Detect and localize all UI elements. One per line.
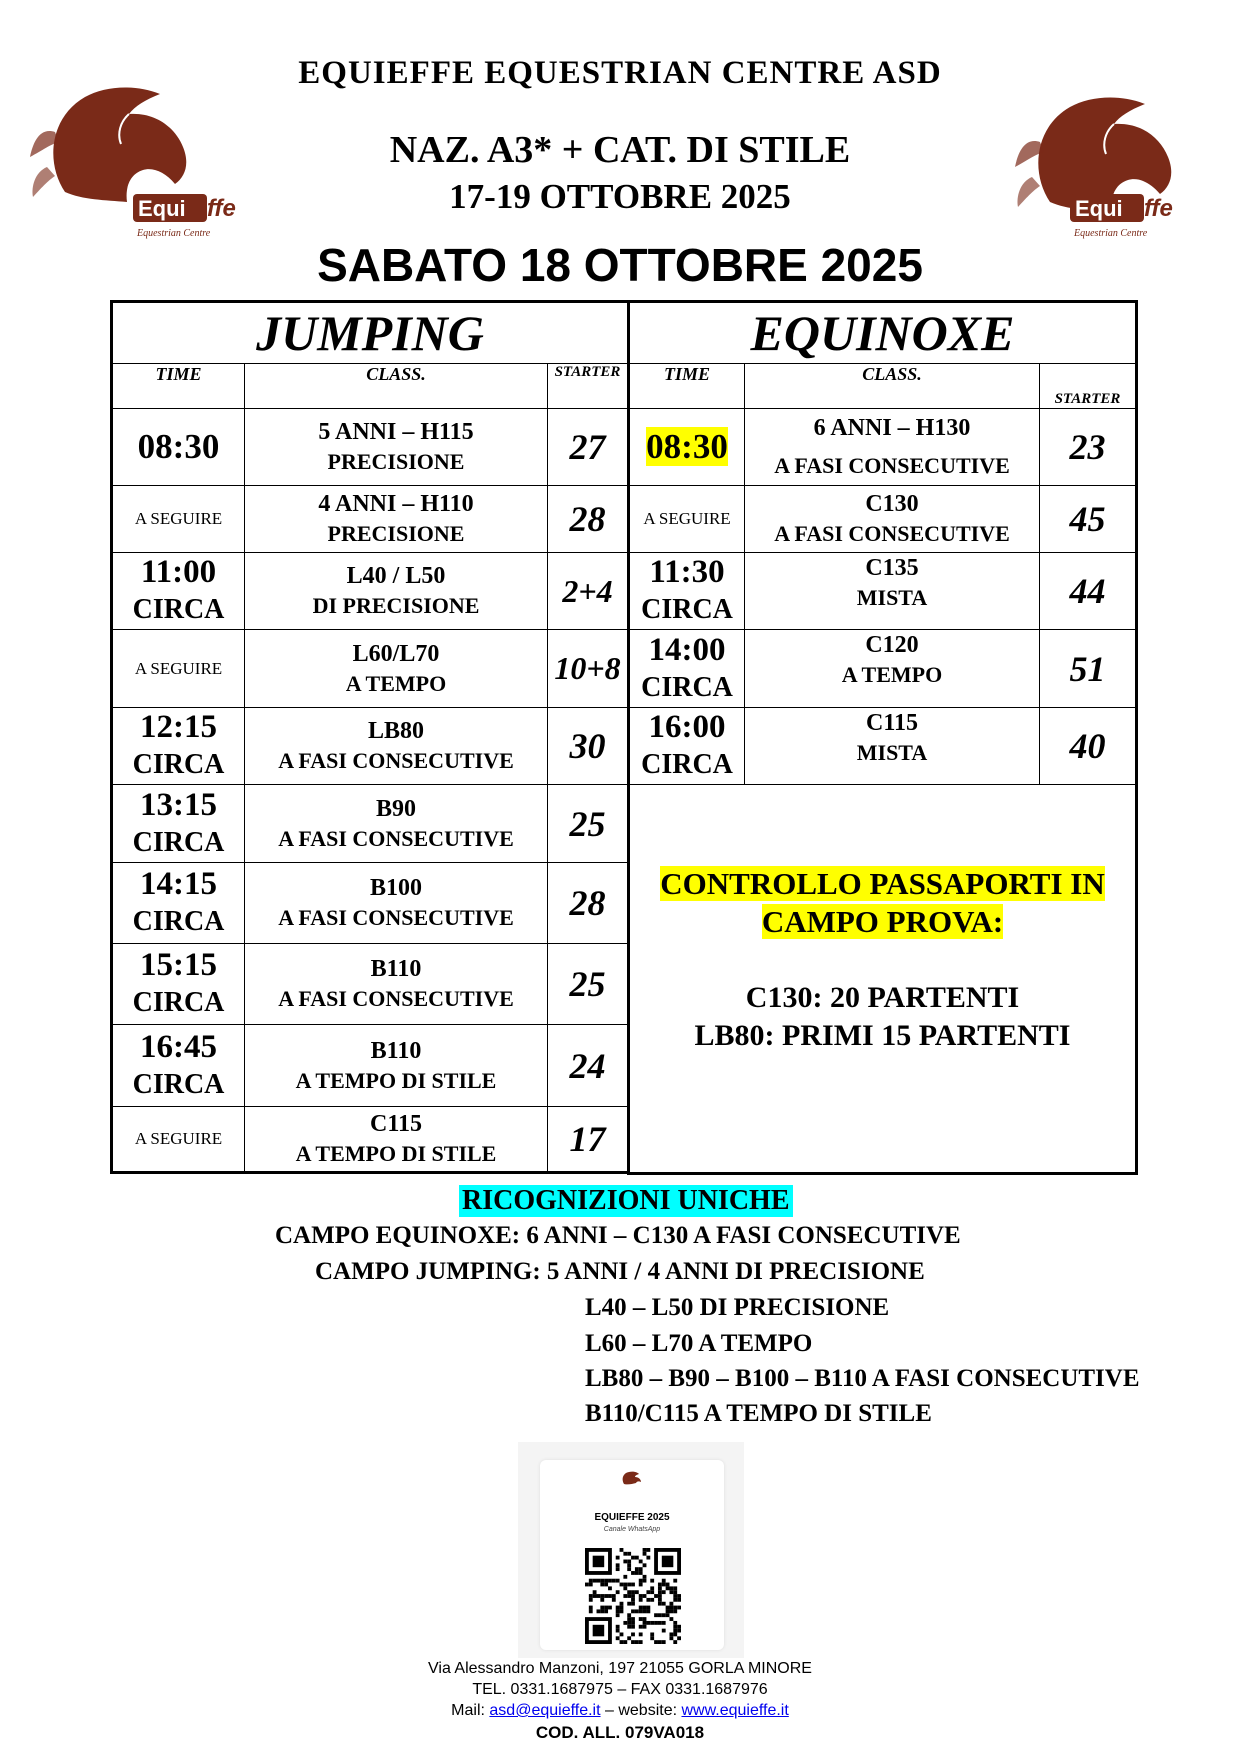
- time-cell: A SEGUIRE: [112, 486, 245, 553]
- time-cell: 16:00 CIRCA: [629, 708, 745, 785]
- starter-cell: 28: [548, 486, 629, 553]
- table-row: [629, 409, 1137, 486]
- table-row: [112, 944, 629, 1025]
- table-row: [112, 863, 629, 944]
- recon-line: CAMPO JUMPING: 5 ANNI / 4 ANNI DI PRECISIONE: [315, 1258, 925, 1285]
- notice-line: LB80: PRIMI 15 PARTENTI: [694, 1019, 1071, 1052]
- class-cell: L40 / L50 DI PRECISIONE: [245, 553, 548, 630]
- svg-text:Equestrian Centre: Equestrian Centre: [1074, 228, 1148, 239]
- day-title: SABATO 18 OTTOBRE 2025: [317, 239, 923, 291]
- starter-cell: 25: [548, 944, 629, 1025]
- recon-line: LB80 – B90 – B100 – B110 A FASI CONSECUTIVE: [585, 1365, 1140, 1392]
- table-row: [629, 630, 1137, 708]
- notice-title: CONTROLLO PASSAPORTI IN: [660, 866, 1105, 901]
- highlighted-time: 08:30: [646, 427, 728, 466]
- recon-line: B110/C115 A TEMPO DI STILE: [585, 1400, 932, 1427]
- class-cell: LB80 A FASI CONSECUTIVE: [245, 708, 548, 785]
- class-cell: C130 A FASI CONSECUTIVE: [745, 486, 1040, 553]
- class-cell: B110 A TEMPO DI STILE: [245, 1025, 548, 1107]
- class-cell: B110 A FASI CONSECUTIVE: [245, 944, 548, 1025]
- class-cell: 5 ANNI – H115 PRECISIONE: [245, 409, 548, 486]
- starter-cell: 2+4: [548, 553, 629, 630]
- column-header-starter: STARTER: [548, 364, 629, 409]
- qr-title: EQUIEFFE 2025: [594, 1512, 670, 1523]
- time-cell: 11:00 CIRCA: [112, 553, 245, 630]
- starter-cell: 25: [548, 785, 629, 863]
- email-link[interactable]: asd@equieffe.it: [489, 1702, 601, 1719]
- starter-cell: 30: [548, 708, 629, 785]
- footer-code: COD. ALL. 079VA018: [535, 1723, 705, 1742]
- horse-head-logo-icon: [620, 1470, 644, 1488]
- equinoxe-title: EQUINOXE: [629, 302, 1137, 364]
- jumping-title: JUMPING: [112, 302, 629, 364]
- website-link[interactable]: www.equieffe.it: [681, 1702, 789, 1719]
- whatsapp-qr-card: [518, 1442, 744, 1658]
- time-cell: A SEGUIRE: [112, 630, 245, 708]
- time-cell: 13:15 CIRCA: [112, 785, 245, 863]
- svg-text:ffe: ffe: [207, 195, 236, 222]
- time-cell: 08:30: [112, 409, 245, 486]
- class-cell: C115 MISTA: [745, 708, 1040, 785]
- recon-line: L40 – L50 DI PRECISIONE: [585, 1294, 890, 1321]
- qr-subtitle: Canale WhatsApp: [603, 1526, 661, 1533]
- column-header-class: CLASS.: [745, 364, 1040, 409]
- starter-cell: 44: [1040, 553, 1137, 630]
- recon-line: L60 – L70 A TEMPO: [585, 1330, 813, 1357]
- class-cell: C120 A TEMPO: [745, 630, 1040, 708]
- passport-control-notice: [629, 785, 1137, 1174]
- time-cell: 12:15 CIRCA: [112, 708, 245, 785]
- table-row: [629, 708, 1137, 785]
- organization-title: EQUIEFFE EQUESTRIAN CENTRE ASD: [298, 55, 942, 91]
- svg-text:Equestrian Centre: Equestrian Centre: [137, 228, 211, 239]
- footer-address: Via Alessandro Manzoni, 197 21055 GORLA MINORE: [428, 1660, 812, 1677]
- event-subtitle: NAZ. A3* + CAT. DI STILE: [389, 129, 851, 171]
- starter-cell: 23: [1040, 409, 1137, 486]
- svg-text:ffe: ffe: [1144, 195, 1173, 222]
- time-cell: 11:30 CIRCA: [629, 553, 745, 630]
- column-header-class: CLASS.: [245, 364, 548, 409]
- time-cell: 16:45 CIRCA: [112, 1025, 245, 1107]
- starter-cell: 27: [548, 409, 629, 486]
- time-cell: A SEGUIRE: [629, 486, 745, 553]
- time-cell: 14:00 CIRCA: [629, 630, 745, 708]
- class-cell: 4 ANNI – H110 PRECISIONE: [245, 486, 548, 553]
- starter-cell: 17: [548, 1107, 629, 1173]
- table-row: [629, 486, 1137, 553]
- class-cell: B90 A FASI CONSECUTIVE: [245, 785, 548, 863]
- time-cell: 15:15 CIRCA: [112, 944, 245, 1025]
- notice-line: C130: 20 PARTENTI: [745, 981, 1020, 1014]
- time-cell: A SEGUIRE: [112, 1107, 245, 1173]
- svg-text:Equi: Equi: [138, 196, 186, 221]
- horse-head-logo-icon: [1010, 82, 1230, 252]
- table-row: [112, 1107, 629, 1173]
- class-cell: L60/L70 A TEMPO: [245, 630, 548, 708]
- column-header-starter: STARTER: [1040, 364, 1137, 409]
- time-cell: 14:15 CIRCA: [112, 863, 245, 944]
- footer-phone: TEL. 0331.1687975 – FAX 0331.1687976: [472, 1681, 768, 1698]
- time-cell: [629, 409, 745, 486]
- event-dates: 17-19 OTTOBRE 2025: [449, 177, 791, 216]
- equinoxe-schedule-table: [627, 300, 1138, 1175]
- svg-text:Equi: Equi: [1075, 196, 1123, 221]
- table-row: [112, 409, 629, 486]
- footer-contacts: Mail: asd@equieffe.it – website: www.equieffe.it: [451, 1702, 789, 1719]
- qr-code-icon[interactable]: [585, 1548, 681, 1644]
- column-header-time: TIME: [629, 364, 745, 409]
- table-row: [112, 553, 629, 630]
- jumping-schedule-table: [110, 300, 630, 1174]
- table-row: [112, 785, 629, 863]
- table-row: [112, 708, 629, 785]
- table-row: [112, 486, 629, 553]
- notice-title: CAMPO PROVA:: [761, 904, 1004, 939]
- class-cell: B100 A FASI CONSECUTIVE: [245, 863, 548, 944]
- starter-cell: 10+8: [548, 630, 629, 708]
- recon-line: CAMPO EQUINOXE: 6 ANNI – C130 A FASI CONSECUTIVE: [275, 1222, 961, 1249]
- starter-cell: 28: [548, 863, 629, 944]
- starter-cell: 40: [1040, 708, 1137, 785]
- class-cell: C135 MISTA: [745, 553, 1040, 630]
- class-cell: C115 A TEMPO DI STILE: [245, 1107, 548, 1173]
- starter-cell: 24: [548, 1025, 629, 1107]
- starter-cell: 45: [1040, 486, 1137, 553]
- column-header-time: TIME: [112, 364, 245, 409]
- table-row: [112, 1025, 629, 1107]
- starter-cell: 51: [1040, 630, 1137, 708]
- table-row: [112, 630, 629, 708]
- recon-title: RICOGNIZIONI UNICHE: [459, 1185, 793, 1217]
- horse-head-logo-icon: [25, 72, 245, 242]
- class-cell: 6 ANNI – H130 A FASI CONSECUTIVE: [745, 409, 1040, 486]
- table-row: [629, 553, 1137, 630]
